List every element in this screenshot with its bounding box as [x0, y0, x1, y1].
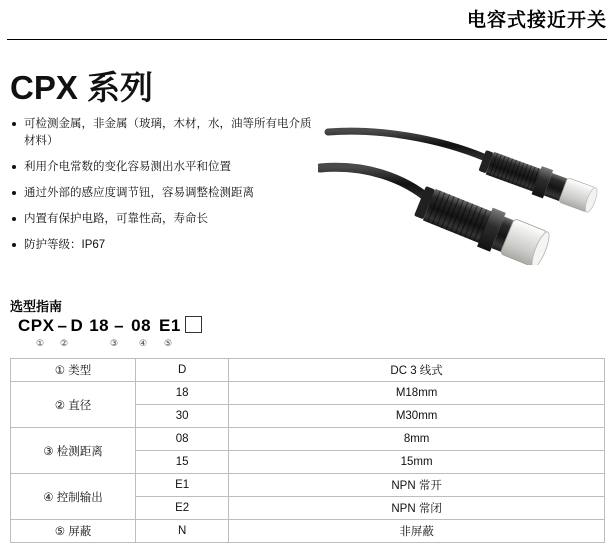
row-desc: 15mm — [229, 451, 605, 474]
list-item — [12, 159, 312, 176]
code-dash-2: – — [114, 316, 125, 335]
code-marker-5: ⑤ — [164, 338, 173, 348]
code-prefix: CPX — [18, 316, 55, 335]
row-code: E1 — [136, 474, 229, 497]
page-title: 电容式接近开关 — [466, 10, 607, 31]
row-code: 15 — [136, 451, 229, 474]
code-marker-1: ① — [36, 338, 45, 348]
selection-table — [10, 358, 605, 543]
table-row — [11, 359, 605, 382]
code-part-1: D — [70, 316, 84, 335]
feature-list — [12, 116, 312, 263]
bullet-icon — [12, 243, 16, 247]
row-code: N — [136, 520, 229, 543]
code-part-3: 08 — [131, 316, 152, 335]
row-label: ① 类型 — [11, 359, 136, 382]
row-code: 08 — [136, 428, 229, 451]
row-label: ④ 控制输出 — [11, 474, 136, 520]
model-code — [18, 316, 202, 336]
table-row — [11, 474, 605, 497]
code-marker-4: ④ — [139, 338, 148, 348]
feature-text: 防护等级：IP67 — [24, 239, 106, 251]
bullet-icon — [12, 191, 16, 195]
row-desc: 8mm — [229, 428, 605, 451]
row-code: 18 — [136, 382, 229, 405]
feature-text: 利用介电常数的变化容易测出水平和位置 — [24, 161, 231, 173]
row-code: D — [136, 359, 229, 382]
list-item — [12, 116, 312, 150]
row-desc: NPN 常闭 — [229, 497, 605, 520]
code-part-2: 18 — [89, 316, 110, 335]
product-photo — [318, 120, 610, 265]
code-marker-2: ② — [60, 338, 69, 348]
table-row — [11, 520, 605, 543]
series-title: CPX 系列 — [10, 69, 154, 106]
row-code: E2 — [136, 497, 229, 520]
bullet-icon — [12, 165, 16, 169]
bullet-icon — [12, 122, 16, 126]
row-desc: 非屏蔽 — [229, 520, 605, 543]
table-row — [11, 382, 605, 405]
row-desc: M30mm — [229, 405, 605, 428]
header-divider — [7, 39, 607, 40]
code-marker-3: ③ — [110, 338, 119, 348]
row-desc: DC 3 线式 — [229, 359, 605, 382]
row-label: ② 直径 — [11, 382, 136, 428]
row-desc: NPN 常开 — [229, 474, 605, 497]
row-label: ③ 检测距离 — [11, 428, 136, 474]
code-markers — [0, 338, 615, 352]
list-item — [12, 211, 312, 228]
bullet-icon — [12, 217, 16, 221]
table-row — [11, 428, 605, 451]
row-code: 30 — [136, 405, 229, 428]
list-item — [12, 237, 312, 254]
code-part-5-box — [185, 316, 202, 333]
feature-text: 通过外部的感应度调节钮，容易调整检测距离 — [24, 187, 254, 199]
feature-text: 内置有保护电路，可靠性高，寿命长 — [24, 213, 208, 225]
feature-text: 可检测金属，非金属（玻璃，木材，水，油等所有电介质材料） — [24, 118, 312, 147]
page-header — [7, 8, 607, 40]
code-dash-1: – — [57, 316, 68, 335]
row-label: ⑤ 屏蔽 — [11, 520, 136, 543]
row-desc: M18mm — [229, 382, 605, 405]
list-item — [12, 185, 312, 202]
section-title-selection: 选型指南 — [10, 299, 63, 314]
code-part-4: E1 — [159, 316, 181, 335]
